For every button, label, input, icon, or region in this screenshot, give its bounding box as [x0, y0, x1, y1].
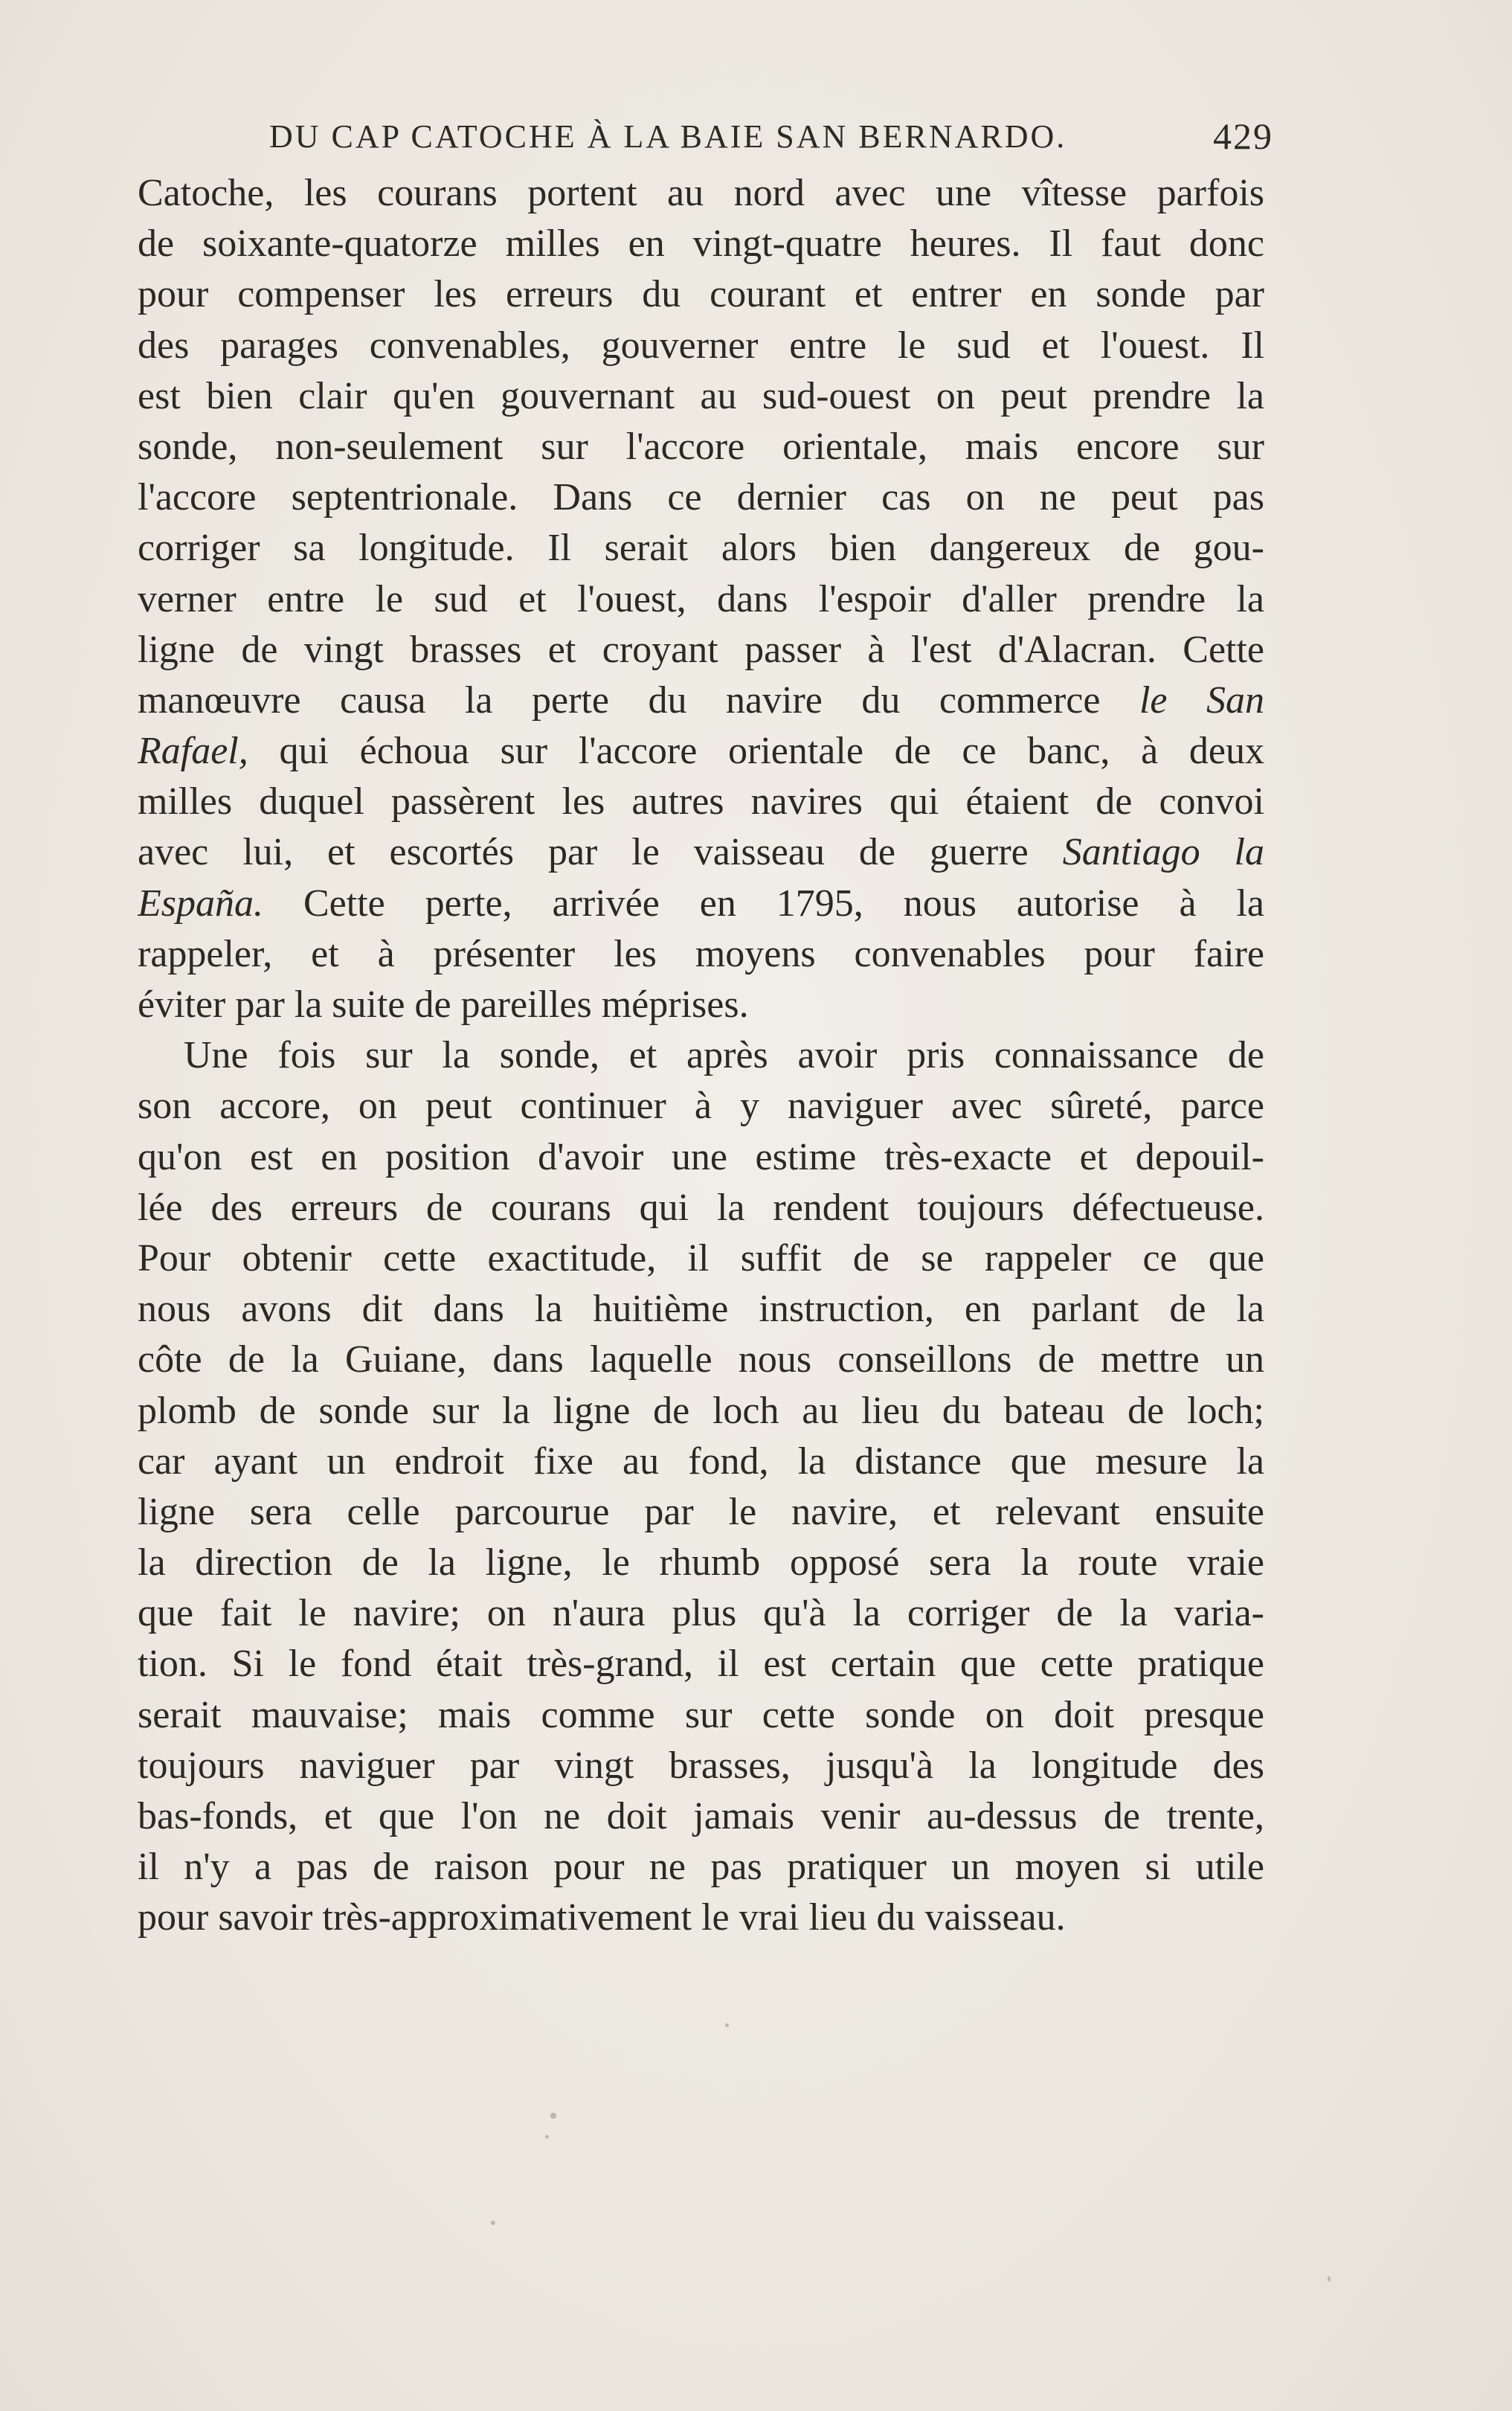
text-line — [138, 827, 1264, 878]
paper-speck — [1328, 2276, 1331, 2282]
text-line: qu'on est en position d'avoir une estime très-exacte et depouil- — [138, 1135, 1264, 1178]
running-header — [269, 112, 1273, 164]
text-line: il n'y a pas de raison pour ne pas pratiquer un moyen si utile — [138, 1846, 1264, 1889]
ship-name-italic: le San — [1139, 678, 1264, 722]
paper-speck — [725, 2023, 729, 2027]
paper-speck — [545, 2135, 549, 2139]
text-line: Catoche, les courans portent au nord avec une vîtesse parfois — [138, 172, 1264, 214]
text-line: rappeler, et à présenter les moyens convenables pour faire — [138, 932, 1264, 975]
text-line: verner entre le sud et l'ouest, dans l'espoir d'aller prendre la — [138, 577, 1264, 620]
text-line: Pour obtenir cette exactitude, il suffit de se rappeler ce que — [138, 1236, 1264, 1280]
text-line: pour compenser les erreurs du courant et entrer en sonde par — [138, 273, 1264, 316]
paper-speck — [550, 2113, 556, 2119]
text-line: tion. Si le fond était très-grand, il est certain que cette pratique — [138, 1643, 1264, 1686]
text-line: plomb de sonde sur la ligne de loch au lieu du bateau de loch; — [138, 1389, 1264, 1432]
text-line: la direction de la ligne, le rhumb opposé sera la route vraie — [138, 1541, 1264, 1585]
ship-name-italic: Rafael, — [138, 730, 248, 773]
text-line: bas-fonds, et que l'on ne doit jamais venir au-dessus de trente, — [138, 1795, 1264, 1837]
text-line: des parages convenables, gouverner entre le sud et l'ouest. Il — [138, 324, 1264, 367]
text-segment: manœuvre causa la perte du navire du commerce — [138, 678, 1101, 722]
page-number: 429 — [1213, 115, 1273, 157]
text-line: ligne de vingt brasses et croyant passer à l'est d'Alacran. Cette — [138, 628, 1264, 671]
ship-name-italic: Santiago la — [1062, 831, 1264, 874]
chapter-title: DU CAP CATOCHE À LA BAIE SAN BERNARDO. — [269, 118, 1067, 155]
text-line — [138, 879, 1264, 929]
text-line: ligne sera celle parcourue par le navire, et relevant ensuite — [138, 1490, 1264, 1533]
text-line: lée des erreurs de courans qui la rendent toujours défectueuse. — [138, 1186, 1264, 1229]
text-line: Une fois sur la sonde, et après avoir pris connaissance de — [184, 1034, 1264, 1077]
text-line: car ayant un endroit fixe au fond, la distance que mesure la — [138, 1439, 1264, 1483]
text-line: que fait le navire; on n'aura plus qu'à la corriger de la varia- — [138, 1592, 1264, 1635]
text-line — [138, 726, 1264, 777]
text-segment: qui échoua sur l'accore orientale de ce banc, à deux — [279, 730, 1264, 773]
text-segment: Cette perte, arrivée en 1795, nous autorise à la — [303, 882, 1264, 925]
text-line: pour savoir très-approximativement le vrai lieu du vaisseau. — [138, 1896, 1066, 1939]
text-segment: avec lui, et escortés par le vaisseau de guerre — [138, 831, 1029, 874]
body-text — [138, 168, 1264, 1944]
text-line: éviter par la suite de pareilles méprises. — [138, 983, 749, 1026]
text-line: côte de la Guiane, dans laquelle nous conseillons de mettre un — [138, 1338, 1264, 1381]
text-line: est bien clair qu'en gouvernant au sud-ouest on peut prendre la — [138, 374, 1264, 417]
text-line: serait mauvaise; mais comme sur cette sonde on doit presque — [138, 1693, 1264, 1736]
text-line: corriger sa longitude. Il serait alors bien dangereux de gou- — [138, 527, 1264, 570]
text-line: l'accore septentrionale. Dans ce dernier cas on ne peut pas — [138, 476, 1264, 519]
text-line: nous avons dit dans la huitième instruction, en parlant de la — [138, 1288, 1264, 1331]
ship-name-italic: España. — [138, 882, 263, 925]
text-line: milles duquel passèrent les autres navires qui étaient de convoi — [138, 780, 1264, 824]
paper-speck — [491, 2221, 495, 2225]
text-line — [138, 675, 1264, 726]
text-line: toujours naviguer par vingt brasses, jusqu'à la longitude des — [138, 1744, 1264, 1787]
text-line: sonde, non-seulement sur l'accore orientale, mais encore sur — [138, 425, 1264, 468]
text-line: de soixante-quatorze milles en vingt-quatre heures. Il faut donc — [138, 222, 1264, 266]
text-line: son accore, on peut continuer à y naviguer avec sûreté, parce — [138, 1085, 1264, 1128]
